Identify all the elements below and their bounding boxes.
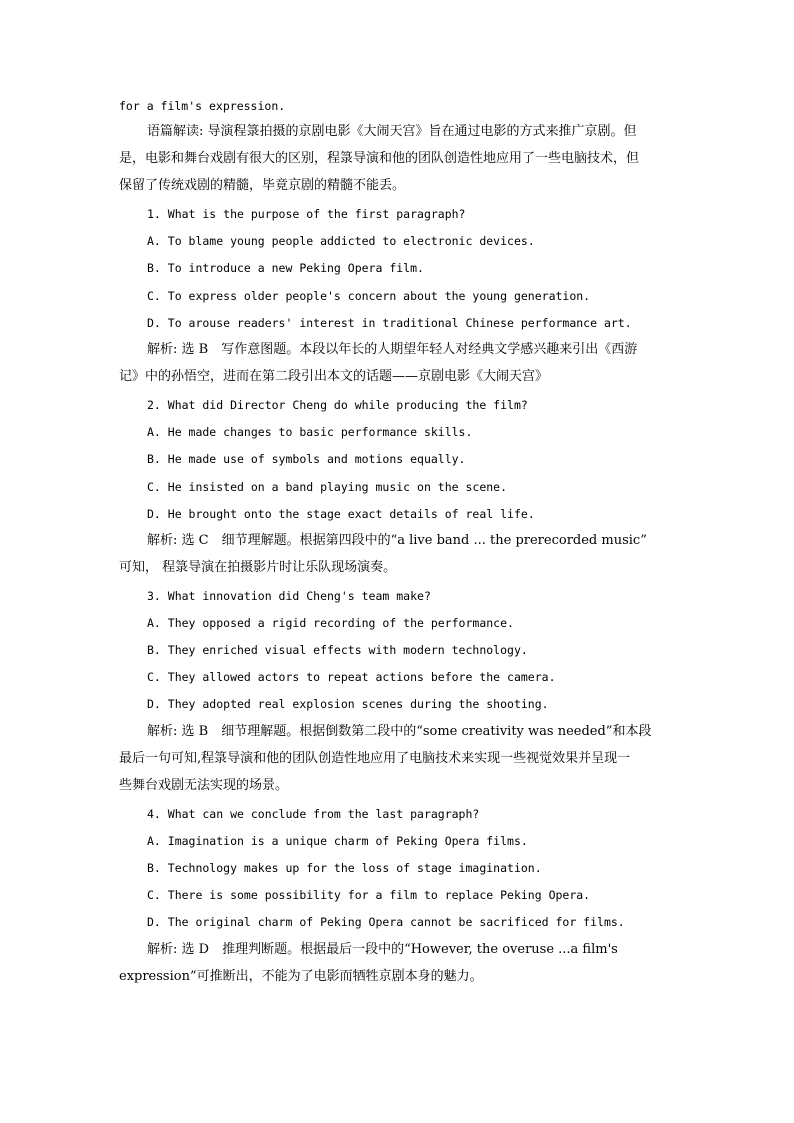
answer-2-line-1: 解析: 选 C 细节理解题。根据第四段中的“a live band ... the prerecorded music”: [147, 533, 647, 548]
answer-3-line-1: 解析: 选 B 细节理解题。根据倒数第二段中的“some creativity was needed”和本段: [147, 724, 652, 739]
question-1-option-c: C. To express older people's concern about the young generation.: [147, 289, 591, 303]
question-1-option-b: B. To introduce a new Peking Opera film.: [147, 261, 424, 275]
question-4-option-d: D. The original charm of Peking Opera cannot be sacrificed for films.: [147, 915, 625, 929]
question-4-option-c: C. There is some possibility for a film to replace Peking Opera.: [147, 888, 591, 902]
answer-2-line-2: 可知， 程箓导演在拍摄影片时让乐队现场演奏。: [119, 560, 397, 575]
question-2-option-d: D. He brought onto the stage exact details of real life.: [147, 507, 535, 521]
question-3-option-c: C. They allowed actors to repeat actions before the camera.: [147, 670, 556, 684]
summary-line-1: 语篇解读: 导演程箓拍摄的京剧电影《大闹天宫》旨在通过电影的方式来推广京剧。但: [147, 124, 637, 139]
question-4: 4. What can we conclude from the last paragraph?: [147, 807, 480, 821]
question-3-option-a: A. They opposed a rigid recording of the performance.: [147, 616, 514, 630]
question-4-option-b: B. Technology makes up for the loss of stage imagination.: [147, 861, 542, 875]
question-1-option-d: D. To arouse readers' interest in traditional Chinese performance art.: [147, 316, 632, 330]
summary-line-2: 是，电影和舞台戏剧有很大的区别，程箓导演和他的团队创造性地应用了一些电脑技术，但: [119, 151, 640, 166]
question-3-option-d: D. They adopted real explosion scenes during the shooting.: [147, 697, 549, 711]
answer-4-line-1: 解析: 选 D 推理判断题。根据最后一段中的“However, the overuse ...a film's: [147, 942, 618, 957]
question-3: 3. What innovation did Cheng's team make?: [147, 589, 431, 603]
question-2: 2. What did Director Cheng do while producing the film?: [147, 398, 528, 412]
answer-4-line-2: expression”可推断出，不能为了电影而牺牲京剧本身的魅力。: [119, 969, 483, 984]
answer-3-line-3: 些舞台戏剧无法实现的场景。: [119, 778, 289, 793]
answer-1-line-2: 记》中的孙悟空，进而在第二段引出本文的话题——京剧电影《大闹天宫》: [119, 369, 549, 384]
question-4-option-a: A. Imagination is a unique charm of Peking Opera films.: [147, 834, 528, 848]
passage-tail-line: for a film's expression.: [119, 99, 286, 113]
answer-1-line-1: 解析: 选 B 写作意图题。本段以年长的人期望年轻人对经典文学感兴趣来引出《西游: [147, 342, 638, 357]
question-2-option-a: A. He made changes to basic performance skills.: [147, 425, 473, 439]
question-2-option-c: C. He insisted on a band playing music on the scene.: [147, 480, 508, 494]
summary-line-3: 保留了传统戏剧的精髓，毕竟京剧的精髓不能丢。: [119, 178, 406, 193]
question-3-option-b: B. They enriched visual effects with modern technology.: [147, 643, 528, 657]
answer-3-line-2: 最后一句可知,程箓导演和他的团队创造性地应用了电脑技术来实现一些视觉效果并呈现一: [119, 751, 631, 766]
question-1-option-a: A. To blame young people addicted to electronic devices.: [147, 234, 535, 248]
question-1: 1. What is the purpose of the first paragraph?: [147, 207, 466, 221]
question-2-option-b: B. He made use of symbols and motions equally.: [147, 452, 466, 466]
